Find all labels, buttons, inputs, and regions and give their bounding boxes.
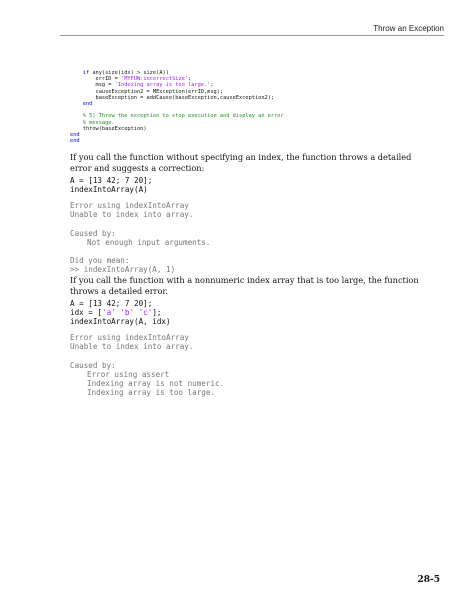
output-line: Caused by: (70, 228, 116, 238)
code-keyword: if (82, 70, 90, 76)
code-line: A = [13 42; 7 20]; (70, 176, 153, 185)
output-line: Error using assert (87, 369, 170, 379)
output-line: Error using indexIntoArray (70, 333, 189, 342)
code-block-example1 (70, 176, 152, 194)
code-text: ; (210, 82, 214, 89)
output-line: Not enough input arguments. (87, 237, 211, 247)
output-line: Indexing array is too large. (87, 388, 216, 398)
code-string: 'b' (120, 308, 135, 318)
code-line: A = [13 42; 7 20]; (70, 299, 153, 308)
code-text: throw(baseException) (82, 125, 147, 132)
code-text: ; (188, 76, 192, 83)
output-blank (70, 219, 210, 228)
output-block-example2 (70, 333, 224, 397)
code-text: baseException = addCause(baseException,causeException2); (82, 94, 275, 101)
running-header-title: Throw an Exception (373, 24, 444, 33)
output-line: Error using indexIntoArray (70, 201, 189, 210)
code-string: 'c' (138, 308, 153, 318)
code-line: indexIntoArray(A) (70, 185, 148, 195)
code-text: idx = [ (70, 308, 103, 318)
code-string: 'MYFUN:incorrectSize' (121, 76, 189, 83)
page-number: 28-5 (417, 575, 440, 585)
code-keyword: end (70, 138, 80, 145)
paragraph-no-index: If you call the function without specifying an index, the function throws a detailed error and suggests a correction: (70, 152, 412, 173)
code-text: errID = (82, 76, 122, 83)
output-line: Did you mean: (70, 256, 130, 266)
code-comment: % 5) Throw the exception to stop execution and display an error (82, 113, 284, 120)
output-blank (70, 247, 210, 256)
code-snippet (70, 70, 410, 144)
code-keyword: end (82, 101, 93, 108)
output-line: Indexing array is not numeric. (87, 379, 225, 389)
code-line: indexIntoArray(A, idx) (70, 317, 171, 327)
code-line (70, 308, 171, 317)
output-line: Unable to index into array. (70, 342, 194, 352)
output-line: Unable to index into array. (70, 210, 194, 220)
code-block-example2 (70, 299, 171, 327)
code-text: msg = (82, 82, 115, 89)
code-string: 'Indexing array is too large.' (114, 82, 211, 89)
output-line: Caused by: (70, 360, 116, 370)
code-line (70, 138, 410, 144)
paragraph-nonnumeric: If you call the function with a nonnumeric index array that is too large, the function throws a detailed error. (70, 275, 419, 296)
code-string: 'a' (102, 308, 116, 318)
code-text: ]; (152, 308, 162, 318)
code-keyword: end (70, 132, 80, 139)
output-line: >> indexIntoArray(A, 1) (70, 265, 176, 275)
header-divider (60, 35, 444, 36)
code-comment: % message. (82, 119, 115, 126)
code-text: causeException2 = MException(errID,msg); (82, 88, 224, 95)
output-blank (70, 351, 224, 360)
code-text: any(size(idx) > size(A)) (89, 70, 169, 76)
output-block-example1 (70, 201, 210, 275)
